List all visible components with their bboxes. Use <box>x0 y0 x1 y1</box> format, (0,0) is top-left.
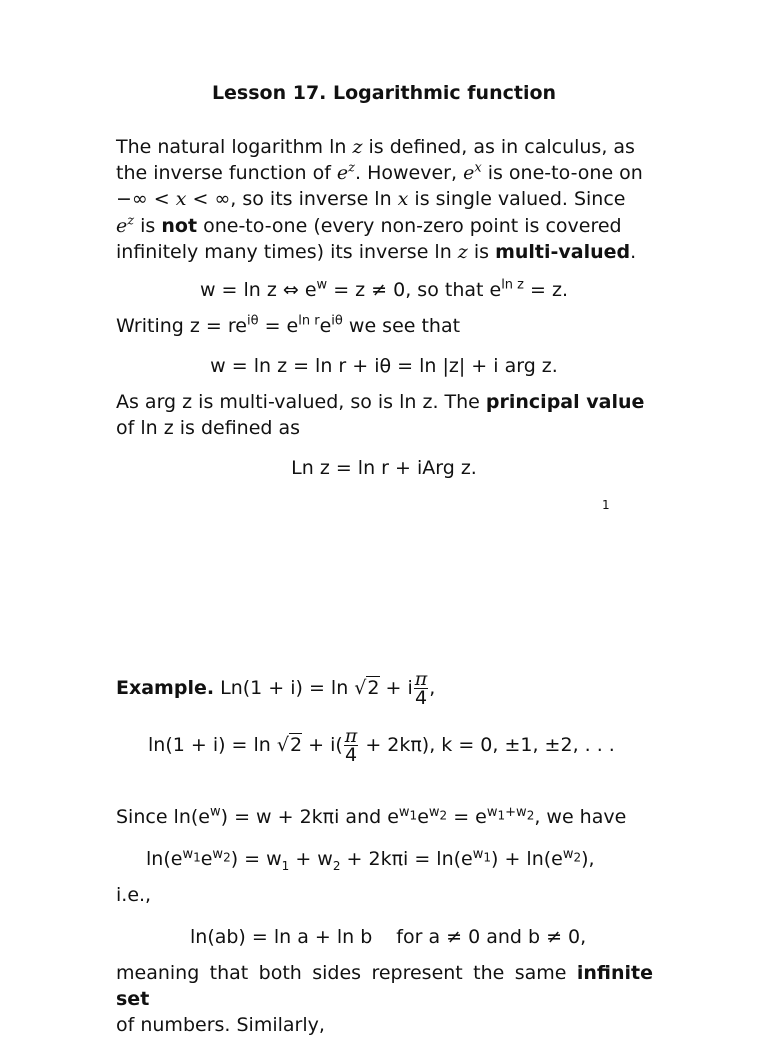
meaning-line-1: meaning that both sides represent the same infinite set <box>116 962 653 1011</box>
writing-line: Writing $z = re^{i\theta} = e^{ln r}e^{i\theta}$ we see that <box>116 313 461 337</box>
intro-line-5: infinitely many times) its inverse ln z is multi-valued. <box>116 240 637 263</box>
intro-line-1: The natural logarithm ln z is defined, as in calculus, as <box>116 136 635 158</box>
equation-log-product-exp: $\ln(e^{w_1}e^{w_2}) = w_1 + w_2 + 2k\pi i = \ln(e^{w_1}) + \ln(e^{w_2})$, <box>146 846 595 873</box>
pi-over-4-fraction: $\frac{\pi}{4}$ <box>414 668 428 709</box>
since-line: Since $\ln(e^w) = w + 2k\pi i$ and $e^{w_1}e^{w_2} = e^{w_1+w_2}$, we have <box>116 804 627 828</box>
principal-value-paragraph <box>116 389 653 441</box>
example-equation: ln(1 + i) = ln √2 + i( $\frac{\pi}{4}$ + 2kπ), k = 0, ±1, ±2, . . . <box>148 725 615 766</box>
intro-line-4: $e^z$ is not one-to-one (every non-zero point is covered <box>116 213 622 237</box>
example-label: Example. <box>116 677 215 699</box>
pi-over-4-fraction: $\frac{\pi}{4}$ <box>344 725 358 766</box>
equation-principal-log: Ln z = ln r + iArg z. <box>291 457 477 479</box>
principal-line-1: As arg z is multi-valued, so is ln z. The principal value <box>116 391 645 413</box>
page-number: 1 <box>602 498 610 512</box>
intro-line-2: the inverse function of $e^z$. However, $e^x$ is one-to-one on <box>116 160 643 185</box>
page-title: Lesson 17. Logarithmic function <box>211 82 557 104</box>
example-line: Example. Ln(1 + i) = ln √2 + i $\frac{\pi}{4}$ , <box>116 668 436 709</box>
equation-log-product: ln(ab) = ln a + ln b for a ≠ 0 and b ≠ 0, <box>190 926 587 948</box>
equation-inverse: w = ln z ⇔ $e^w = z \ne 0$, so that $e^{ln z} = z$. <box>199 277 569 301</box>
intro-line-3: −∞ < x < ∞, so its inverse ln x is single valued. Since <box>116 188 626 211</box>
equation-log-expansion: w = ln z = ln r + iθ = ln |z| + i arg z. <box>210 355 558 377</box>
intro-paragraph <box>116 134 653 265</box>
meaning-line-2: of numbers. Similarly, <box>116 1014 325 1037</box>
ie-text: i.e., <box>116 884 152 906</box>
meaning-paragraph <box>116 960 653 1039</box>
principal-line-2: of ln z is defined as <box>116 417 301 440</box>
